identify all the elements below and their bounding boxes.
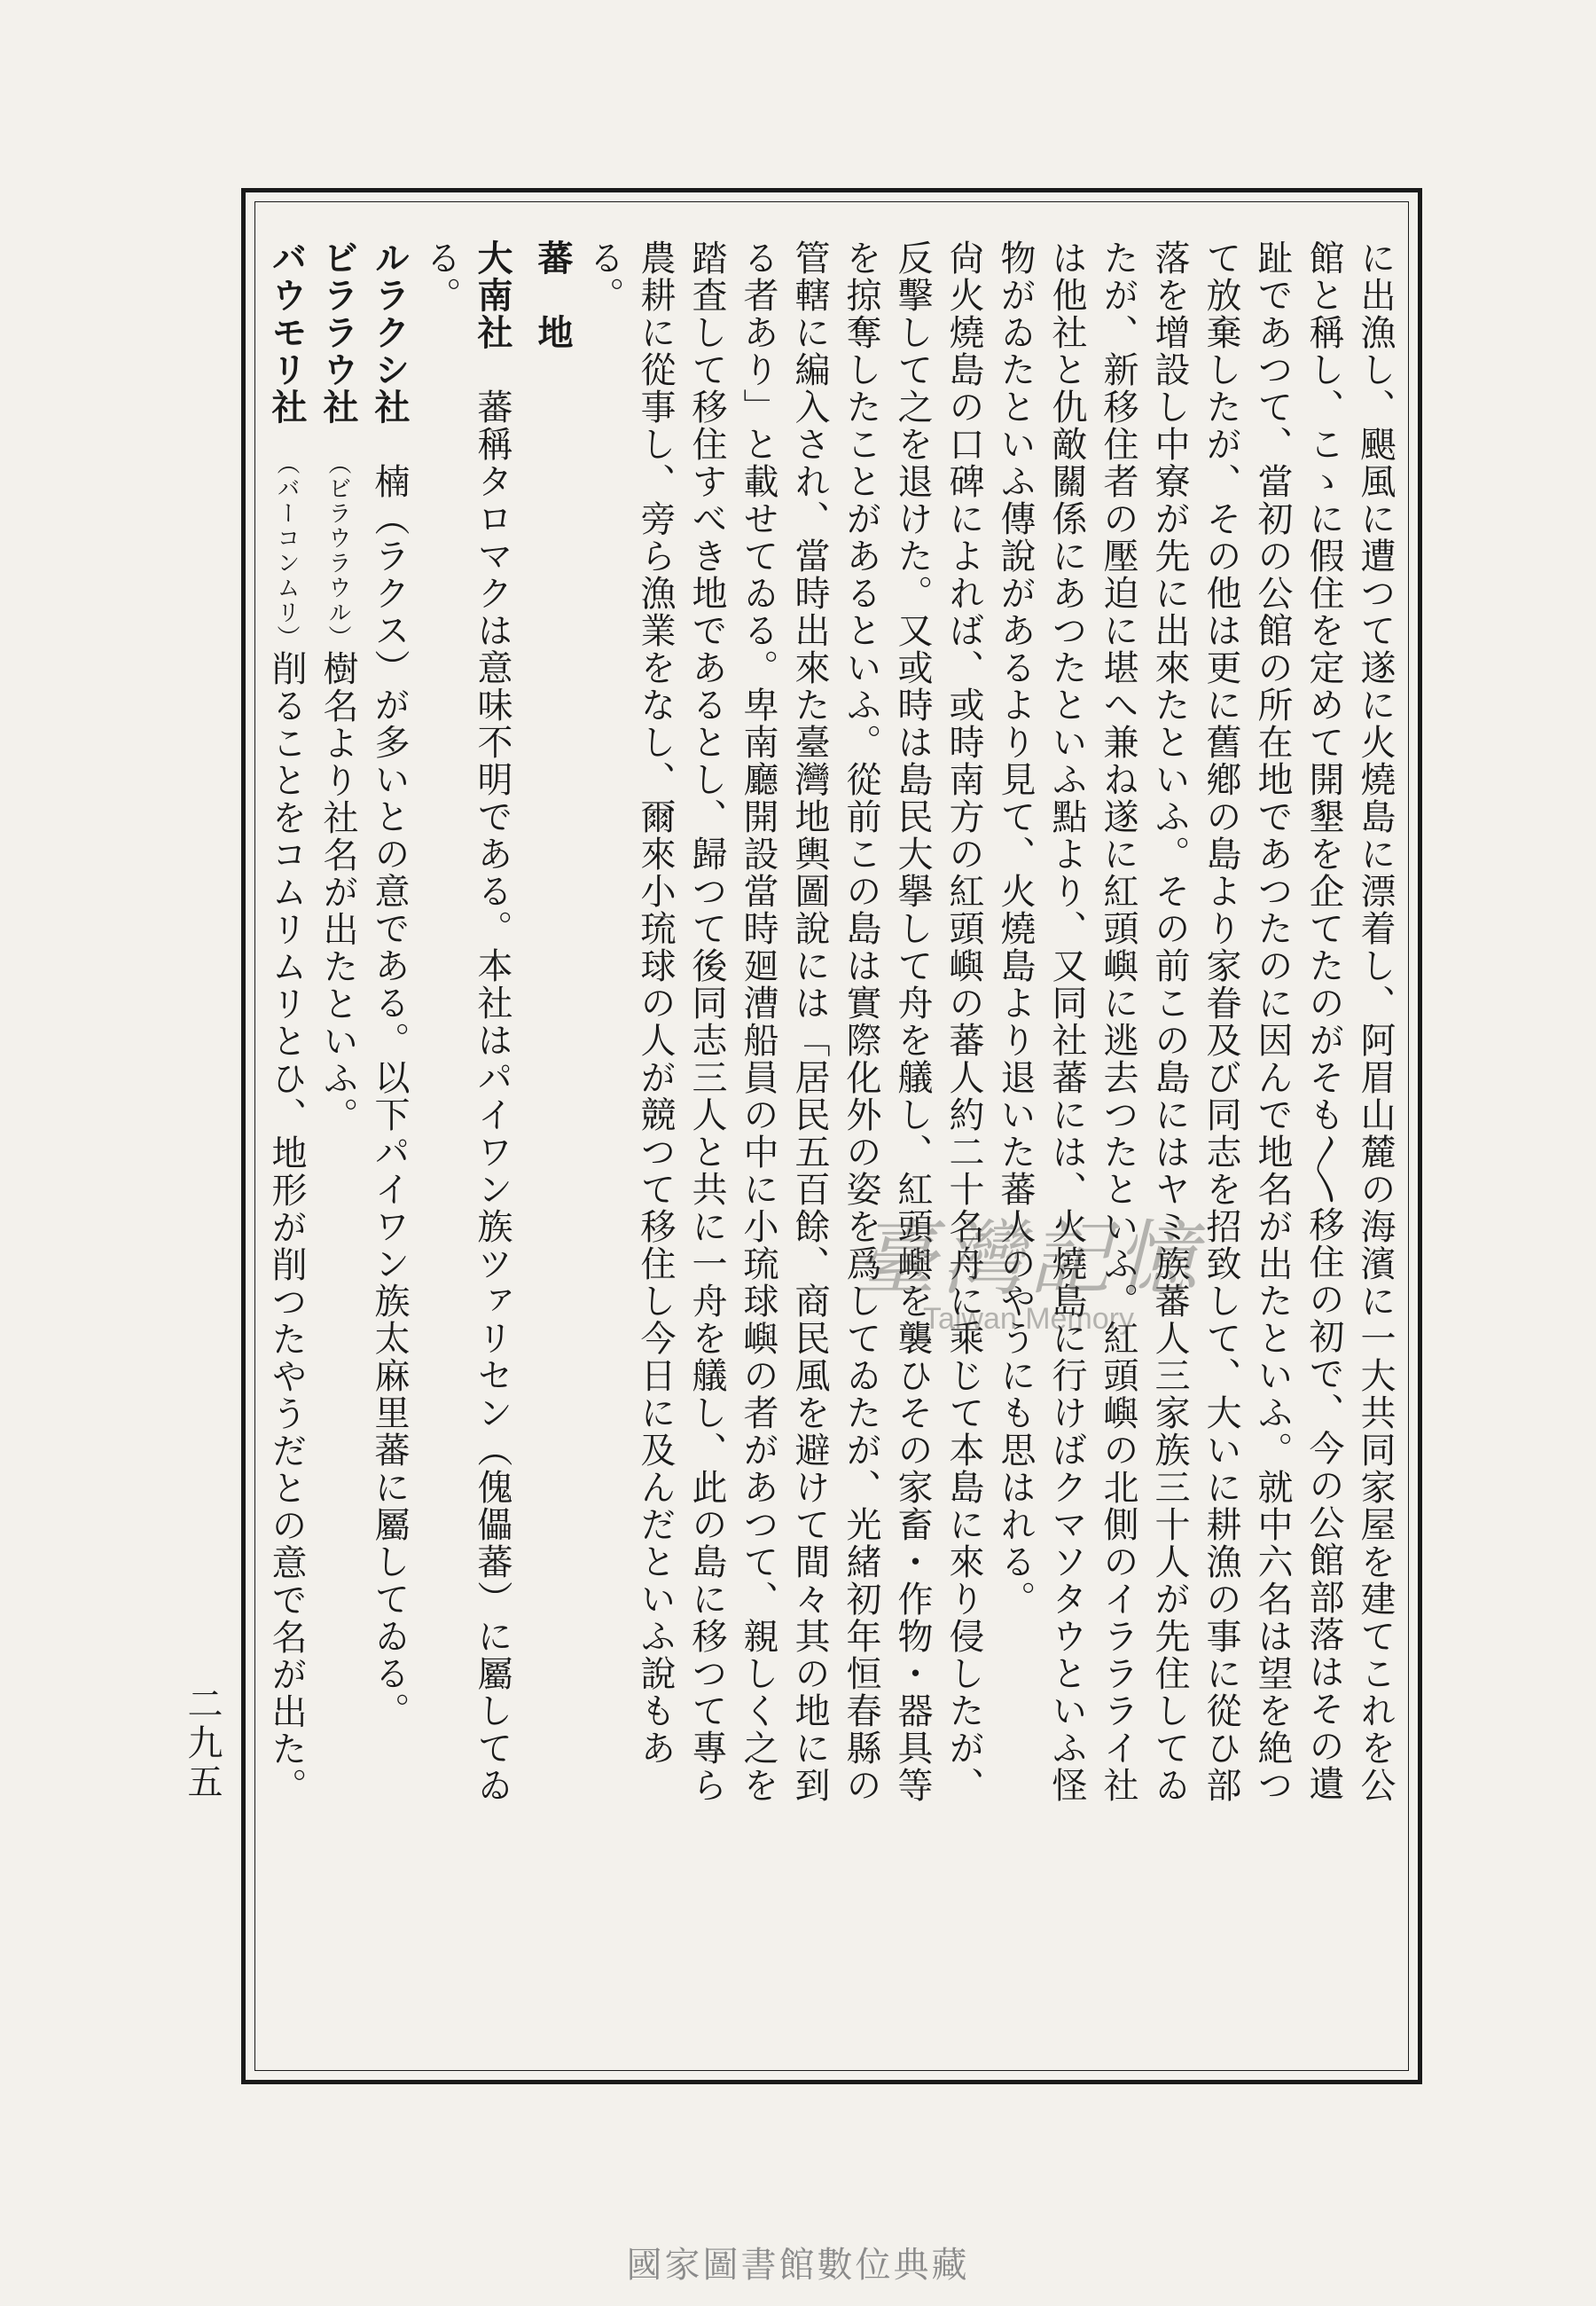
entry-name: ビララウ社	[317, 239, 358, 426]
entry-name: 大南社	[472, 239, 512, 351]
paragraph-kashoto-settlement: に出漁し、颶風に遭つて遂に火燒島に漂着し、阿眉山麓の海濱に一大共同家屋を建てこれを公館と稱し、こゝに假住を定めて開墾を企てたのがそも〳〵移住の初で、今の公館部落はその遺趾であつて、當初の公館の所在地であつたのに因んで地名が出たといふ。就中六名は望を絶つて放棄したが、その他は更に舊鄕の島より家眷及び同志を招致して、大いに耕漁の事に從ひ部落を增設し中寮が先に出來たといふ。その前この島にはヤミ族蕃人三家族三十人が先住してゐたが、新移住者の壓迫に堪へ兼ね遂に紅頭嶼に逃去つたといふ。紅頭嶼の北側のイララライ社は他社と仇敵關係にあつたといふ點より、又同社蕃には、火燒島に行けばクマソタウといふ怪物がゐたといふ傳說があるより見て、火燒島より退いた蕃人のやうにも思はれる。	[995, 239, 1396, 1804]
entry-name: ルラクシ社	[369, 239, 410, 426]
entry-dainan-sha	[415, 239, 518, 1818]
vertical-text-body	[266, 239, 1401, 1818]
watermark-title: 臺灣記憶	[854, 1212, 1202, 1306]
library-footer-caption: 國家圖書館數位典藏	[626, 2245, 970, 2286]
entry-text: 削ることをコムリムリとひ、地形が削つたやうだとの意で名が出た。	[266, 650, 307, 1805]
entry-baumori-sha	[266, 239, 312, 1818]
section-heading-banchi: 蕃 地	[532, 239, 574, 351]
taiwan-memory-watermark	[780, 1212, 1277, 1336]
entry-rurakushi-sha	[364, 239, 415, 1818]
entry-birarau-sha	[312, 239, 364, 1818]
entry-name: バウモリ社	[266, 239, 307, 426]
entry-reading: （ビラウラウル）	[325, 463, 351, 650]
entry-reading: （バーコンムリ）	[273, 463, 300, 650]
entry-text: 蕃稱タロマクは意味不明である。本社はパイワン族ツァリセン（傀儡蕃）に屬してゐる。	[420, 239, 512, 1804]
paragraph-kashoto-oral-tradition: 尙火燒島の口碑によれば、或時南方の紅頭嶼の蕃人約二十名舟に乘じて本島に來り侵したが、反擊して之を退けた。又或時は島民大擧して舟を艤し、紅頭嶼を襲ひその家畜・作物・器具等を掠奪したことがあるといふ。從前この島は實際化外の姿を爲してゐたが、光緒初年恒春縣の管轄に編入され、當時出來た臺灣地輿圖說には「居民五百餘、商民風を避けて間々其の地に到る者あり」と載せてゐる。卑南廳開設當時廻漕船員の中に小琉球嶼の者があつて、親しく之を踏査して移住すべき地であるとし、歸つて後同志三人と共に一舟を艤し、此の島に移つて專ら農耕に從事し、旁ら漁業をなし、爾來小琉球の人が競つて移住し今日に及んだといふ說もある。	[583, 239, 984, 1804]
entry-text: 樹名より社名が出たといふ。	[317, 650, 358, 1134]
entry-text: 楠（ラクス）が多いとの意である。以下パイワン族太麻里蕃に屬してゐる。	[369, 463, 410, 1730]
page-number: 二九五	[182, 1685, 223, 1802]
watermark-subtitle: Taiwan Memory	[922, 1302, 1135, 1336]
